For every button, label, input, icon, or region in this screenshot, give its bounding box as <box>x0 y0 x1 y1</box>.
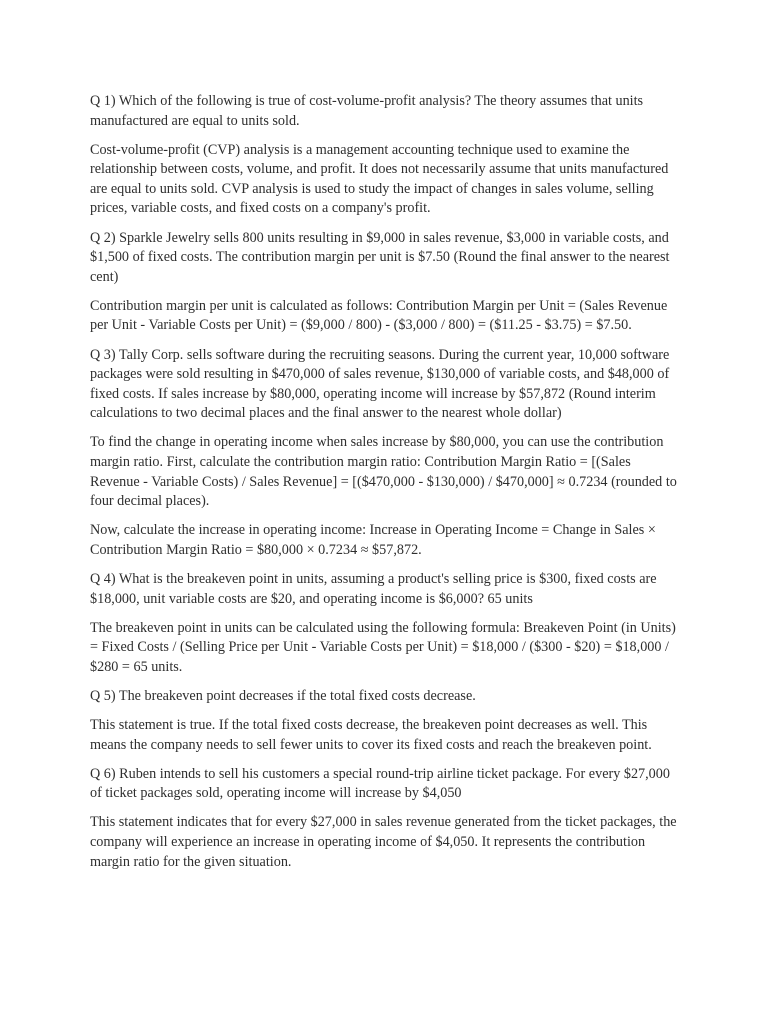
question-3: Q 3) Tally Corp. sells software during the recruiting seasons. During the current year, 10,000 software packages were sold resulting in $470,000 of sales revenue, $130,000 of variable costs, and $48,000 of fixed costs. If sales increase by $80,000, operating income will increase by $57,872 (Round interim calculations to two decimal places and the final answer to the nearest whole dollar) <box>90 346 670 422</box>
question-6: Q 6) Ruben intends to sell his customers a special round-trip airline ticket package. For every $27,000 of ticket packages sold, operating income will increase by $4,050 <box>90 765 670 802</box>
question-1: Q 1) Which of the following is true of cost-volume-profit analysis? The theory assumes that units manufactured are equal to units sold. <box>90 93 644 129</box>
document-body <box>90 92 680 882</box>
question-4: Q 4) What is the breakeven point in units, assuming a product's selling price is $300, fixed costs are $18,000, unit variable costs are $20, and operating income is $6,000? 65 units <box>90 570 657 607</box>
answer-3-calculation: Now, calculate the increase in operating income: Increase in Operating Income = Change in Sales × Contribution Margin Ratio = $80,000 × 0.7234 ≈ $57,872. <box>90 522 656 558</box>
answer-4-explanation: The breakeven point in units can be calculated using the following formula: Breakeven Point (in Units) = Fixed Costs / (Selling Price per Unit - Variable Costs per Unit) = $18,000 / ($300 - $20) = $18,000 / $280 = 65 units. <box>90 619 676 675</box>
answer-5-explanation: This statement is true. If the total fixed costs decrease, the breakeven point decreases as well. This means the company needs to sell fewer units to cover its fixed costs and reach the breakeven point. <box>90 717 652 753</box>
answer-2-explanation: Contribution margin per unit is calculated as follows: Contribution Margin per Unit = (Sales Revenue per Unit - Variable Costs per Unit) = ($9,000 / 800) - ($3,000 / 800) = ($11.25 - $3.75) = $7.50. <box>90 297 668 334</box>
answer-3-explanation: To find the change in operating income when sales increase by $80,000, you can use the contribution margin ratio. First, calculate the contribution margin ratio: Contribution Margin Ratio = [(Sales Revenue - Variable Costs) / Sales Revenue] = [($470,000 - $130,000) / $470,000] ≈ 0.7234 (rounded to four decimal places). <box>90 434 677 510</box>
question-5: Q 5) The breakeven point decreases if the total fixed costs decrease. <box>90 687 476 704</box>
answer-1-explanation: Cost-volume-profit (CVP) analysis is a management accounting technique used to examine the relationship between costs, volume, and profit. It does not necessarily assume that units manufactured are equal to units sold. CVP analysis is used to study the impact of changes in sales volume, selling prices, variable costs, and fixed costs on a company's profit. <box>90 141 669 217</box>
question-2: Q 2) Sparkle Jewelry sells 800 units resulting in $9,000 in sales revenue, $3,000 in variable costs, and $1,500 of fixed costs. The contribution margin per unit is $7.50 (Round the final answer to the nearest cent) <box>90 229 670 285</box>
answer-6-explanation: This statement indicates that for every $27,000 in sales revenue generated from the ticket packages, the company will experience an increase in operating income of $4,050. It represents the contribution margin ratio for the given situation. <box>90 814 677 870</box>
